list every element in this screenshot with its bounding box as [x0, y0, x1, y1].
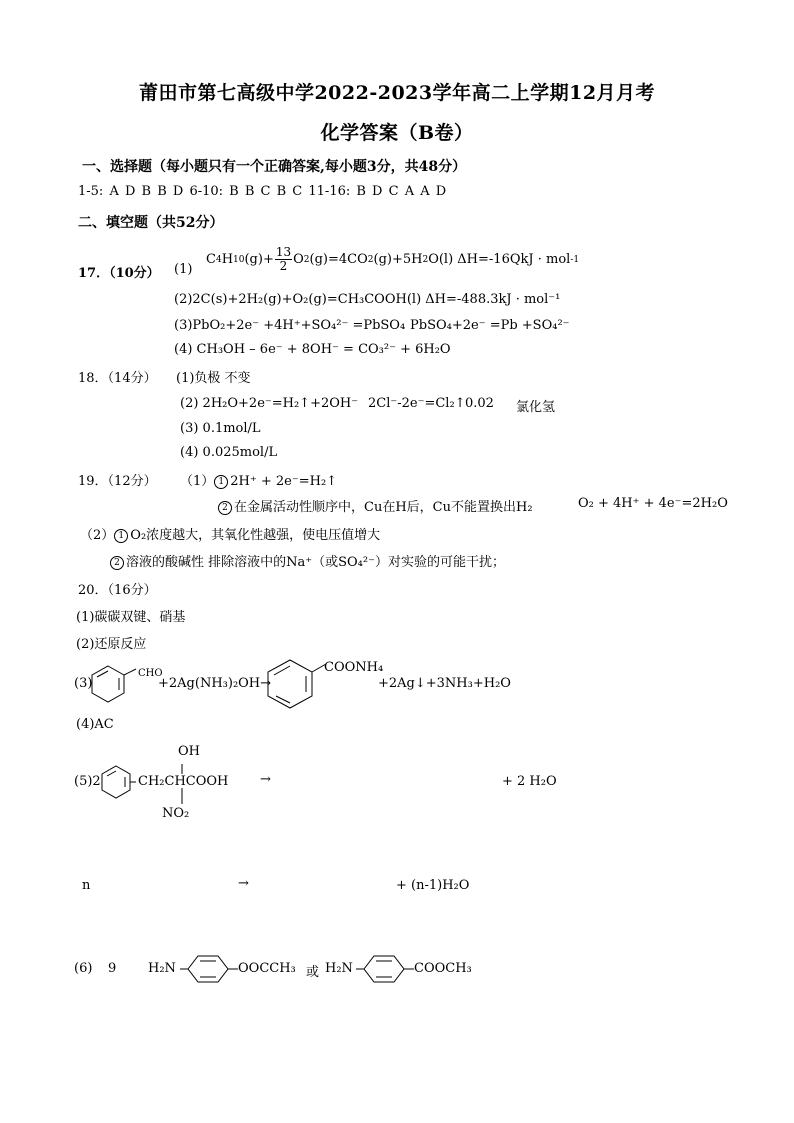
- fraction-13-2: $\frac{13}{2}$: [275, 245, 292, 273]
- section1-heading: 一、选择题（每小题只有一个正确答案,每小题3分，共48分）: [82, 159, 467, 175]
- q20-part3-products: +2Ag↓+3NH₃+H₂O: [378, 676, 511, 691]
- isomer-a-ester: OOCCH₃: [238, 961, 296, 976]
- isomer-a-amine: H₂N: [148, 961, 176, 976]
- page-subtitle: 化学答案（B卷）: [320, 122, 474, 144]
- substituent-bond: [124, 669, 136, 675]
- circled-number: 1: [214, 475, 228, 489]
- polymer-water: + (n-1)H₂O: [396, 878, 470, 893]
- q18-part2c: 0.02: [465, 396, 494, 411]
- circled-number: 1: [114, 529, 128, 543]
- q20-part2: (2)还原反应: [76, 637, 147, 652]
- q20-part5-number: (5)2: [74, 774, 101, 789]
- polymer-n: n: [82, 878, 91, 893]
- q17-label: 17．（10分）: [78, 266, 160, 281]
- q18-part2d: 氯化氢: [516, 400, 556, 415]
- q20-label: 20．（16分）: [78, 583, 157, 598]
- reaction-arrow: →: [260, 772, 271, 787]
- q19-part2b: 2 溶液的酸碱性 排除溶液中的Na⁺（或SO₄²⁻）对实验的可能干扰；: [110, 551, 505, 570]
- q17-part2: (2)2C(s)+2H₂(g)+O₂(g)=CH₃COOH(l) ΔH=-488.3kJ · mol⁻¹: [174, 292, 561, 307]
- page-title: 莆田市第七高级中学2022-2023学年高二上学期12月月考: [138, 82, 656, 104]
- tollens-reagent: +2Ag(NH₃)₂OH→: [158, 676, 272, 691]
- q18-part2a: (2) 2H₂O+2e⁻=H₂↑+2OH⁻: [180, 396, 359, 411]
- hydroxyl-group: OH: [178, 744, 200, 759]
- circled-number: 2: [110, 556, 124, 570]
- q19-label: 19．（12分）: [78, 474, 157, 489]
- isomer-count: 9: [108, 961, 117, 976]
- nitro-group: NO₂: [162, 806, 190, 821]
- q19-part1b: 2 在金属活动性顺序中，Cu在H后，Cu不能置换出H₂: [218, 496, 533, 515]
- q20-part6-number: (6): [74, 961, 93, 976]
- q20-part1: (1)碳碳双键、硝基: [76, 610, 186, 625]
- benzene-ring: [188, 956, 228, 982]
- isomer-b-ring: [356, 952, 416, 986]
- q18-label: 18．（14分）: [78, 371, 157, 386]
- polymer-arrow: →: [238, 876, 249, 891]
- isomer-b-ester: COOCH₃: [414, 961, 472, 976]
- carboxylate-group: COONH₄: [324, 660, 384, 675]
- circled-number: 2: [218, 501, 232, 515]
- q17-part1-number: (1): [174, 262, 193, 277]
- q20-part3-number: (3): [74, 676, 93, 691]
- q19-part1: （1） 1 2H⁺ + 2e⁻=H₂↑: [180, 474, 338, 489]
- q20-part4: (4)AC: [76, 717, 114, 732]
- isomer-a-ring: [180, 952, 240, 986]
- benzene-ring: [364, 956, 404, 982]
- q20-part5-water: + 2 H₂O: [502, 774, 557, 789]
- section2-heading: 二、填空题（共52分）: [78, 215, 224, 231]
- aldehyde-group: CHO: [138, 668, 163, 679]
- q18-part2b: 2Cl⁻-2e⁻=Cl₂↑: [368, 396, 466, 411]
- q17-part1-equation: C 4 H 10 (g)+ $\frac{13}{2}$ O 2 (g)=4CO 2 (g)+5H 2 O(l) ΔH=-16QkJ · mol -1: [206, 245, 580, 273]
- ring-bond: [97, 671, 108, 677]
- or-text: 或: [306, 965, 320, 980]
- q19-part1c: O₂ + 4H⁺ + 4e⁻=2H₂O: [578, 496, 728, 511]
- benzene-ring: [102, 766, 130, 798]
- q18-part1: (1)负极 不变: [176, 371, 251, 386]
- benzene-ring: [268, 660, 312, 708]
- q17-part3a: (3)PbO₂+2e⁻ +4H⁺+SO₄²⁻ =PbSO₄: [174, 318, 406, 333]
- q19-part2a: （2） 1 O₂浓度越大，其氧化性越强，使电压值增大: [80, 528, 381, 543]
- acid-chain: CH₂CHCOOH: [138, 774, 229, 789]
- section1-answers: 1-5: A D B B D 6-10: B B C B C 11-16: B D C A A D: [78, 184, 447, 199]
- q18-part3: (3) 0.1mol/L: [180, 421, 261, 436]
- q17-part4: (4) CH₃OH – 6e⁻ + 8OH⁻ = CO₃²⁻ + 6H₂O: [174, 342, 451, 357]
- isomer-b-amine: H₂N: [325, 961, 353, 976]
- q18-part4: (4) 0.025mol/L: [180, 445, 278, 460]
- ring-bond: [107, 771, 116, 776]
- q17-part3b: PbSO₄+2e⁻ =Pb +SO₄²⁻: [410, 318, 570, 333]
